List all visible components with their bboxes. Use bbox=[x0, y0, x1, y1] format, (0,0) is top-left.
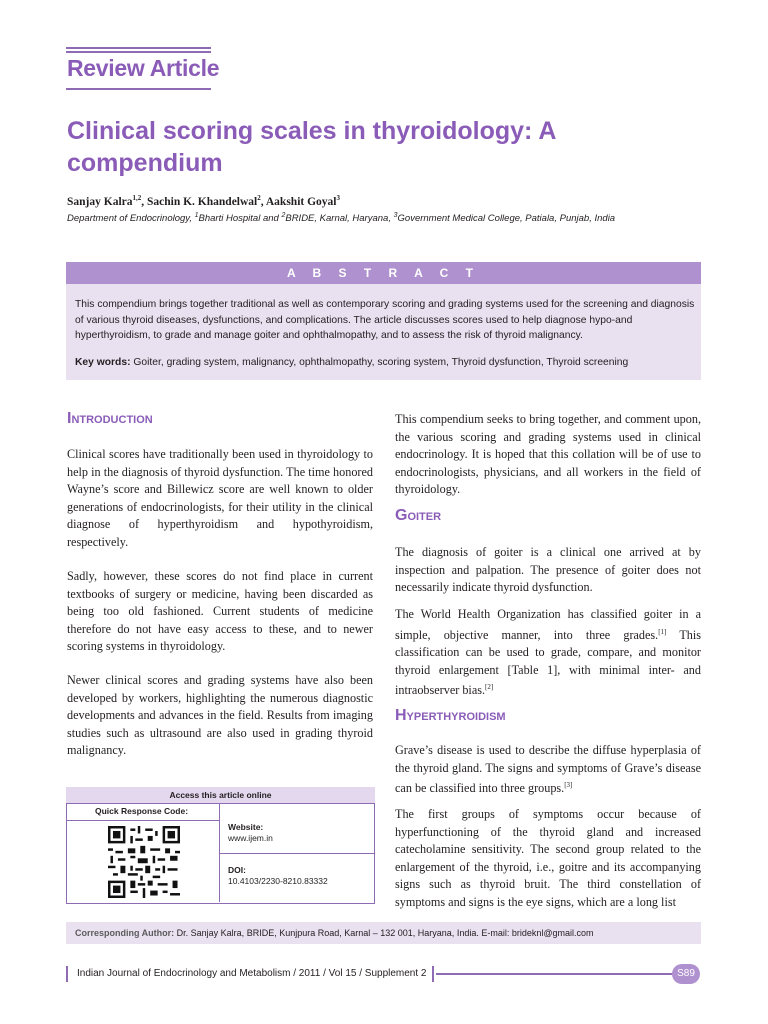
qr-code-icon[interactable] bbox=[108, 826, 180, 898]
footer-tick bbox=[432, 966, 434, 982]
access-heading: Access this article online bbox=[66, 787, 375, 804]
footer-tick bbox=[66, 966, 68, 982]
corresponding-author: Corresponding Author: Dr. Sanjay Kalra, BRIDE, Kunjpura Road, Karnal – 132 001, Haryana, India. E-mail: brideknl@gmail.com bbox=[75, 928, 594, 938]
affiliation: Department of Endocrinology, $^1$Bharti Hospital and $^2$BRIDE, Karnal, Haryana, $^3$Government Medical College, Patiala, Punjab, India bbox=[67, 212, 616, 225]
qr-label: Quick Response Code: bbox=[95, 806, 189, 816]
doi-label: DOI: bbox=[228, 865, 246, 875]
page-number: S89 bbox=[672, 964, 700, 984]
section-underline bbox=[66, 88, 211, 90]
top-rule bbox=[66, 47, 211, 49]
goiter-paragraph-1: The diagnosis of goiter is a clinical one arrived at by inspection and palpation. The presence of goiter does not necessarily indicate thyroid dysfunction. bbox=[395, 545, 701, 594]
hyper-paragraph-1: Grave’s disease is used to describe the diffuse hyperplasia of the thyroid gland. The signs and symptoms of Grave’s disease can be classified into three groups.[3] bbox=[395, 743, 701, 796]
divider bbox=[219, 853, 375, 854]
hyperthyroidism-heading: Hyperthyroidism bbox=[395, 707, 506, 724]
keywords: Key words: Goiter, grading system, malignancy, ophthalmopathy, scoring system, Thyroid dysfunction, Thyroid screening bbox=[75, 357, 629, 368]
abstract-text: This compendium brings together traditional as well as contemporary scoring and grading systems used for the screening and diagnosis of various thyroid diseases, dysfunctions, and complications. The article discusses scores used to help diagnose hypo-and hyperthyroidism, to grade and manage goiter and ophthalmopathy, and to assess the risk of thyroid malignancy. bbox=[75, 299, 695, 341]
hyper-paragraph-2: The first groups of symptoms occur because of hyperfunctioning of the thyroid gland and increased catecholamine sensitivity. The second group related to the enlargement of the thyroid, i.e., goitre and its accompanying signs such as thyroid bruit. The third constellation of symptoms and signs is the eye signs, which are a long list bbox=[395, 807, 701, 909]
abstract-heading: A B S T R A C T bbox=[66, 262, 701, 284]
article-title: Clinical scoring scales in thyroidology: A compendium bbox=[67, 117, 556, 177]
authors: Sanjay Kalra$^{1,2}$, Sachin K. Khandelwal$^2$, Aakshit Goyal$^3$ bbox=[67, 194, 340, 208]
intro-paragraph-3: Newer clinical scores and grading systems have also been developed by workers, highlighting the numerous diagnostic developments and advances in the field. Results from imaging studies such as ultrasound are also used in grading thyroid malignancy. bbox=[67, 673, 373, 757]
intro-paragraph-1: Clinical scores have traditionally been used in thyroidology to help in the diagnosis of thyroid dysfunction. The time honored Wayne’s score and Billewicz score are well known to older generations of endocrinologists, for their utility in the clinical diagnose of hyperthyroidism and hypothyroidism, respectively. bbox=[67, 447, 373, 549]
website-link[interactable]: www.ijem.in bbox=[228, 833, 273, 843]
introduction-heading: Introduction bbox=[67, 410, 153, 427]
footer-line bbox=[436, 973, 676, 975]
doi-link[interactable]: 10.4103/2230-8210.83332 bbox=[228, 876, 328, 886]
intro-paragraph-4: This compendium seeks to bring together, and comment upon, the various scoring and grading systems used in clinical endocrinology. It is hoped that this collation will be of use to endocrinologists, physicians, and all workers in the field of thyroidology. bbox=[395, 412, 701, 496]
journal-footer: Indian Journal of Endocrinology and Metabolism / 2011 / Vol 15 / Supplement 2 bbox=[77, 968, 427, 979]
intro-paragraph-2: Sadly, however, these scores do not find place in current textbooks of surgery or medicine, having been discarded as being too old fashioned. Current students of medicine therefore do not have easy access to these, and to newer scoring systems in thyroidology. bbox=[67, 569, 373, 653]
goiter-heading: Goiter bbox=[395, 507, 442, 524]
top-rule-2 bbox=[66, 51, 211, 53]
divider bbox=[66, 820, 220, 821]
website-label: Website: bbox=[228, 822, 264, 832]
section-label: Review Article bbox=[67, 55, 220, 81]
goiter-paragraph-2: The World Health Organization has classified goiter in a simple, objective manner, into three grades.[1] This classification can be used to grade, compare, and monitor thyroid enlargement [Table 1], with minimal inter- and intraobserver bias.[2] bbox=[395, 607, 701, 698]
